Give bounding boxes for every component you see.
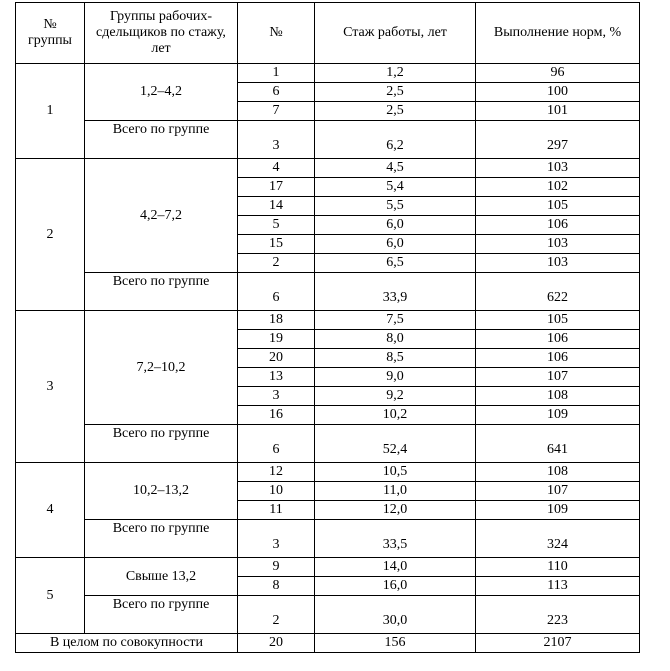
group-range: 7,2–10,2	[85, 311, 238, 425]
worker-no: 17	[238, 178, 315, 197]
worker-no: 20	[238, 349, 315, 368]
table-body	[16, 64, 640, 653]
grand-total-row	[16, 634, 640, 653]
worker-no: 13	[238, 368, 315, 387]
group-total-row	[16, 596, 640, 634]
worker-norm: 101	[476, 102, 640, 121]
worker-no: 2	[238, 254, 315, 273]
worker-norm: 108	[476, 463, 640, 482]
group-total-stazh: 52,4	[315, 425, 476, 463]
worker-no: 18	[238, 311, 315, 330]
group-total-label: Всего по группе	[85, 596, 238, 634]
group-range: Свыше 13,2	[85, 558, 238, 596]
worker-norm: 103	[476, 235, 640, 254]
worker-stazh: 6,0	[315, 216, 476, 235]
grand-total-stazh: 156	[315, 634, 476, 653]
worker-norm: 103	[476, 159, 640, 178]
group-total-count: 2	[238, 596, 315, 634]
group-total-label: Всего по группе	[85, 520, 238, 558]
table-row	[16, 558, 640, 577]
header-norm: Выполнение норм, %	[476, 3, 640, 64]
group-range: 1,2–4,2	[85, 64, 238, 121]
worker-stazh: 6,0	[315, 235, 476, 254]
group-total-label: Всего по группе	[85, 273, 238, 311]
group-total-stazh: 33,5	[315, 520, 476, 558]
worker-norm: 102	[476, 178, 640, 197]
worker-norm: 109	[476, 501, 640, 520]
worker-norm: 113	[476, 577, 640, 596]
worker-no: 16	[238, 406, 315, 425]
group-total-count: 6	[238, 273, 315, 311]
worker-no: 1	[238, 64, 315, 83]
group-total-norm: 223	[476, 596, 640, 634]
worker-no: 8	[238, 577, 315, 596]
group-total-stazh: 33,9	[315, 273, 476, 311]
worker-norm: 105	[476, 197, 640, 216]
worker-stazh: 5,5	[315, 197, 476, 216]
worker-no: 14	[238, 197, 315, 216]
group-number: 3	[16, 311, 85, 463]
worker-stazh: 16,0	[315, 577, 476, 596]
worker-stazh: 4,5	[315, 159, 476, 178]
group-number: 5	[16, 558, 85, 634]
group-total-row	[16, 520, 640, 558]
worker-stazh: 10,2	[315, 406, 476, 425]
table-row	[16, 64, 640, 83]
worker-no: 11	[238, 501, 315, 520]
worker-no: 15	[238, 235, 315, 254]
worker-norm: 105	[476, 311, 640, 330]
header-stazh: Стаж работы, лет	[315, 3, 476, 64]
group-total-count: 3	[238, 121, 315, 159]
worker-norm: 107	[476, 368, 640, 387]
group-total-norm: 324	[476, 520, 640, 558]
worker-stazh: 1,2	[315, 64, 476, 83]
worker-no: 3	[238, 387, 315, 406]
worker-stazh: 6,5	[315, 254, 476, 273]
table-row	[16, 159, 640, 178]
group-range: 4,2–7,2	[85, 159, 238, 273]
worker-norm: 106	[476, 216, 640, 235]
group-total-row	[16, 273, 640, 311]
worker-stazh: 5,4	[315, 178, 476, 197]
worker-no: 10	[238, 482, 315, 501]
worker-norm: 109	[476, 406, 640, 425]
group-number: 2	[16, 159, 85, 311]
worker-stazh: 14,0	[315, 558, 476, 577]
header-group-name: Группы рабочих-сдельщиков по стажу, лет	[85, 3, 238, 64]
worker-norm: 107	[476, 482, 640, 501]
group-total-norm: 622	[476, 273, 640, 311]
worker-norm: 108	[476, 387, 640, 406]
group-total-norm: 297	[476, 121, 640, 159]
worker-no: 12	[238, 463, 315, 482]
worker-no: 4	[238, 159, 315, 178]
group-total-label: Всего по группе	[85, 121, 238, 159]
worker-norm: 103	[476, 254, 640, 273]
grand-total-count: 20	[238, 634, 315, 653]
worker-stazh: 11,0	[315, 482, 476, 501]
group-number: 1	[16, 64, 85, 159]
worker-no: 7	[238, 102, 315, 121]
grand-total-norm: 2107	[476, 634, 640, 653]
worker-norm: 96	[476, 64, 640, 83]
group-total-count: 3	[238, 520, 315, 558]
worker-stazh: 12,0	[315, 501, 476, 520]
worker-stazh: 9,0	[315, 368, 476, 387]
worker-norm: 110	[476, 558, 640, 577]
group-total-row	[16, 121, 640, 159]
worker-norm: 106	[476, 349, 640, 368]
worker-stazh: 10,5	[315, 463, 476, 482]
worker-stazh: 2,5	[315, 83, 476, 102]
worker-stazh: 9,2	[315, 387, 476, 406]
worker-stazh: 7,5	[315, 311, 476, 330]
group-number: 4	[16, 463, 85, 558]
grouping-table	[15, 2, 640, 653]
worker-no: 5	[238, 216, 315, 235]
grand-total-label: В целом по совокупности	[16, 634, 238, 653]
worker-no: 6	[238, 83, 315, 102]
worker-no: 19	[238, 330, 315, 349]
worker-no: 9	[238, 558, 315, 577]
group-total-label: Всего по группе	[85, 425, 238, 463]
header-group-no: № группы	[16, 3, 85, 64]
worker-stazh: 8,0	[315, 330, 476, 349]
table-row	[16, 463, 640, 482]
worker-stazh: 8,5	[315, 349, 476, 368]
header-row	[16, 3, 640, 64]
group-total-stazh: 6,2	[315, 121, 476, 159]
group-total-norm: 641	[476, 425, 640, 463]
worker-norm: 100	[476, 83, 640, 102]
group-total-stazh: 30,0	[315, 596, 476, 634]
header-no: №	[238, 3, 315, 64]
worker-norm: 106	[476, 330, 640, 349]
group-total-count: 6	[238, 425, 315, 463]
table-row	[16, 311, 640, 330]
group-range: 10,2–13,2	[85, 463, 238, 520]
worker-stazh: 2,5	[315, 102, 476, 121]
group-total-row	[16, 425, 640, 463]
